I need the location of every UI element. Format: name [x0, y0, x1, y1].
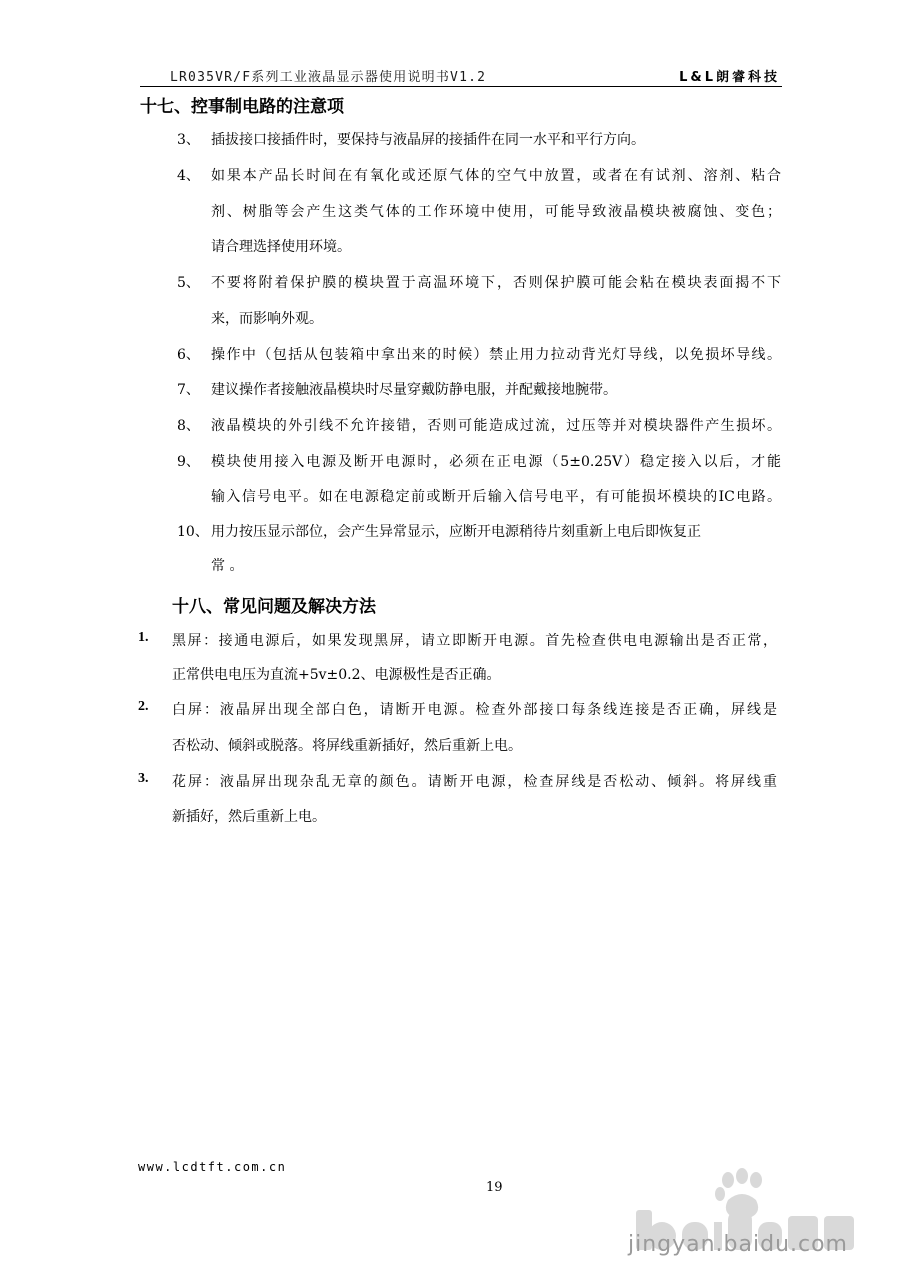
item-number: 6、	[177, 347, 200, 363]
item-number: 5、	[177, 275, 200, 291]
item-text-line: 建议操作者接触液晶模块时尽量穿戴防静电服，并配戴接地腕带。	[211, 382, 617, 398]
section-17-title: 十七、控事制电路的注意项	[140, 97, 344, 117]
item-text-line: 液晶模块的外引线不允许接错，否则可能造成过流，过压等并对模块器件产生损坏。	[211, 418, 781, 434]
item-number: 8、	[177, 418, 200, 434]
item-number: 10、	[177, 524, 209, 540]
item-text-line: 插拔接口接插件时，要保持与液晶屏的接插件在同一水平和平行方向。	[211, 132, 645, 148]
item-number: 2.	[138, 699, 149, 714]
item-text-line: 来，而影响外观。	[211, 311, 323, 327]
item-text-line: 正常供电电压为直流+5v±0.2、电源极性是否正确。	[172, 667, 501, 683]
item-text-line: 用力按压显示部位，会产生异常显示，应断开电源稍待片刻重新上电后即恢复正	[211, 524, 701, 540]
item-text-line: 操作中（包括从包装箱中拿出来的时候）禁止用力拉动背光灯导线，以免损坏导线。	[211, 347, 781, 363]
item-text-line: 模块使用接入电源及断开电源时，必须在正电源（5±0.25V）稳定接入以后，才能	[211, 454, 781, 470]
item-text-line: 新插好，然后重新上电。	[172, 809, 326, 825]
item-number: 9、	[177, 454, 200, 470]
doc-title: LR035VR/F系列工业液晶显示器使用说明书V1.2	[170, 70, 487, 85]
item-text-line: 不要将附着保护膜的模块置于高温环境下，否则保护膜可能会粘在模块表面揭不下	[211, 275, 781, 291]
footer-url: www.lcdtft.com.cn	[138, 1160, 287, 1174]
item-text-line: 输入信号电平。如在电源稳定前或断开后输入信号电平，有可能损坏模块的IC电路。	[211, 489, 781, 505]
section-18-title: 十八、常见问题及解决方法	[172, 597, 376, 617]
item-number: 3、	[177, 132, 200, 148]
item-text-line: 如果本产品长时间在有氧化或还原气体的空气中放置，或者在有试剂、溶剂、粘合	[211, 168, 781, 184]
header-divider	[140, 86, 782, 87]
item-text-line: 黑屏：接通电源后，如果发现黑屏，请立即断开电源。首先检查供电电源输出是否正常，	[172, 633, 777, 649]
page-number: 19	[486, 1180, 503, 1195]
item-text-line: 常 。	[211, 558, 244, 574]
item-text-line: 否松动、倾斜或脱落。将屏线重新插好，然后重新上电。	[172, 738, 522, 754]
item-text-line: 请合理选择使用环境。	[211, 239, 351, 255]
item-text-line: 花屏：液晶屏出现杂乱无章的颜色。请断开电源，检查屏线是否松动、倾斜。将屏线重	[172, 774, 777, 790]
item-number: 7、	[177, 382, 200, 398]
item-number: 3.	[138, 771, 149, 786]
watermark-url: jingyan.baidu.com	[627, 1232, 848, 1257]
item-number: 4、	[177, 168, 200, 184]
item-number: 1.	[138, 630, 149, 645]
item-text-line: 白屏：液晶屏出现全部白色，请断开电源。检查外部接口每条线连接是否正确，屏线是	[172, 702, 777, 718]
company-name: L&L朗睿科技	[679, 70, 780, 85]
item-text-line: 剂、树脂等会产生这类气体的工作环境中使用，可能导致液晶模块被腐蚀、变色；	[211, 204, 781, 220]
